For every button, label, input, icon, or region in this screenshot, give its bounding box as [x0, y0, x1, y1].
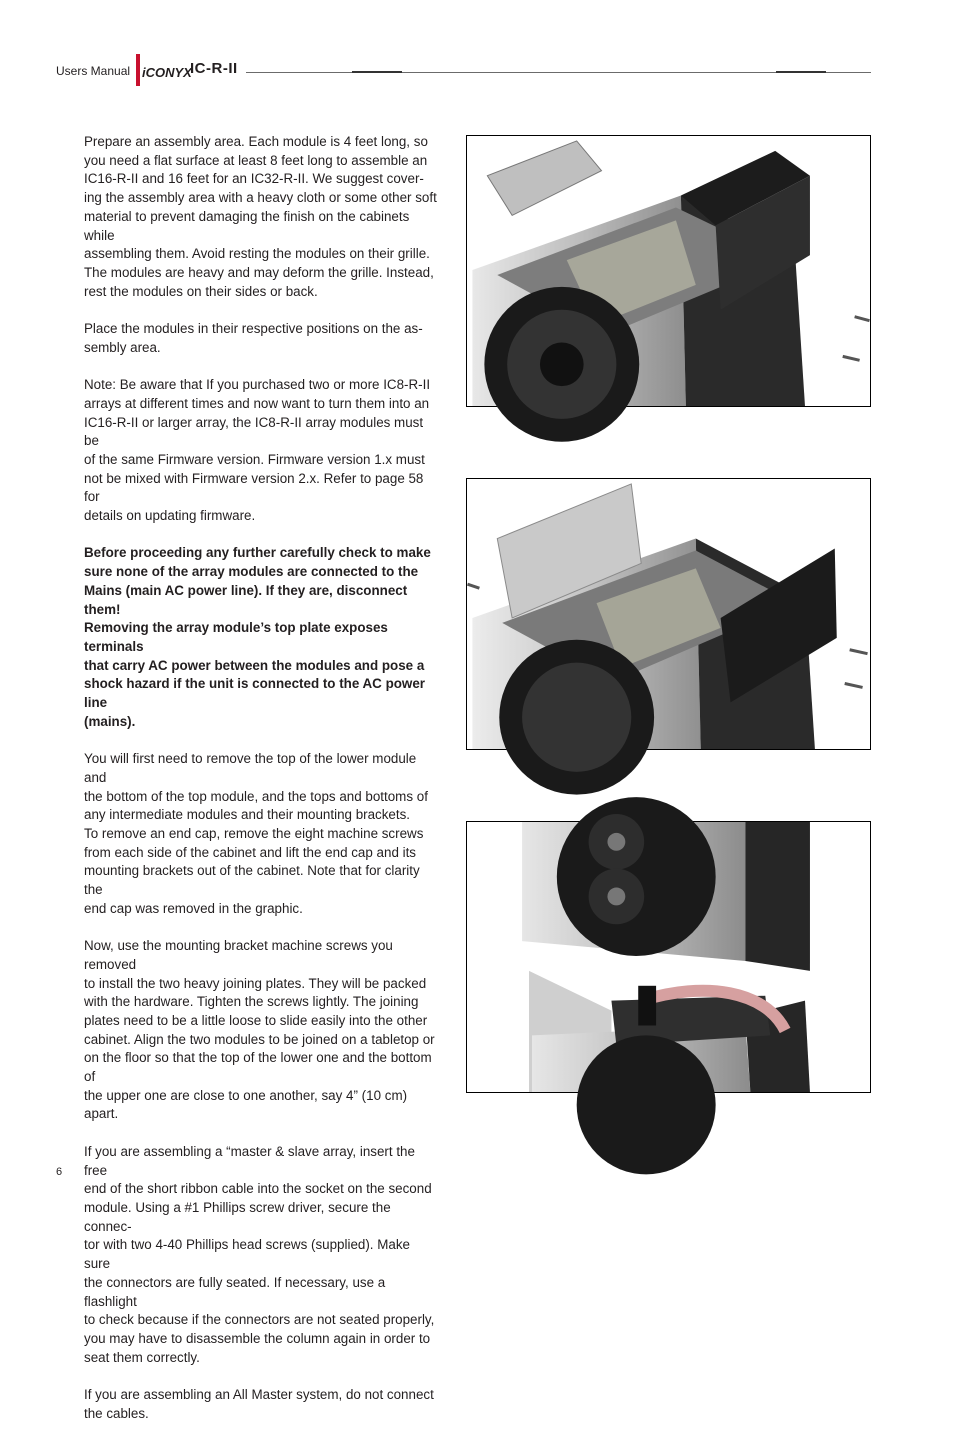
figure-joining-plates-installed — [466, 478, 871, 750]
paragraph-remove-end-cap: You will first need to remove the top of the lower module and the bottom of the top module, and the tops and bottoms of any intermediate modules and their mounting brackets. To remove an end cap, remove the eight machine screws from each side of the cabinet and lift the end cap and its mounting brackets out of the cabinet. Note that for clarity the end cap was removed in the graphic. — [84, 751, 428, 916]
header-rule — [246, 72, 871, 73]
page-number: 6 — [56, 1166, 63, 1178]
iconyx-logo — [136, 54, 192, 86]
header-manual-label: Users Manual — [56, 64, 131, 78]
paragraph-ribbon-cable: If you are assembling a “master & slave array, insert the free end of the short ribbon cable into the socket on the second module. Using a #1 Phillips screw driver, secure the connec- tor with two 4-40 Phillips head screws (supplied). Make sure the connectors are fully seated. If necessary, use a flashlight to check because if the connectors are not seated properly, you may have to disassemble the column again in order to seat them correctly. — [84, 1143, 435, 1365]
paragraph-place-modules: Place the modules in their respective positions on the as- sembly area. — [84, 321, 423, 355]
instructions-column — [84, 133, 439, 1442]
paragraph-assembly-area: Prepare an assembly area. Each module is 4 feet long, so you need a flat surface at least 8 feet long to assemble an IC16-R-II and 16 feet for an IC32-R-II. We suggest cover- ing the assembly area with a heavy cloth or some other soft material to prevent damaging the finish on the cabinets while assembling them. Avoid resting the modules on their grille. The modules are heavy and may deform the grille. Instead, rest the modules on their sides or back. — [84, 134, 437, 299]
figure-end-cap-removed — [466, 135, 871, 407]
paragraph-mains-warning: Before proceeding any further carefully check to make sure none of the array modules are connected to the Mains (main AC power line). If they are, disconnect them! Removing the array module’s top plate exposes terminals that carry AC power between the modules and pose a shock hazard if the unit is connected to the AC power line (mains). — [84, 545, 431, 729]
figure-modules-aligned — [466, 821, 871, 1093]
model-name: IC-R-II — [190, 60, 238, 77]
paragraph-firmware-note: Note: Be aware that If you purchased two or more IC8-R-II arrays at different times and now want to turn them into an IC16-R-II or larger array, the IC8-R-II array modules must be of the same Firmware version. Firmware version 1.x must not be mixed with Firmware version 2.x. Refer to page 58 for details on updating firmware. — [84, 377, 431, 524]
svg-text:iCONYX: iCONYX — [142, 65, 192, 80]
paragraph-joining-plates: Now, use the mounting bracket machine screws you removed to install the two heavy joining plates. They will be packed with the hardware. Tighten the screws lightly. The joining plates need to be a little loose to slide easily into the other cabinet. Align the two modules to be joined on a tabletop or on the floor so that the top of the lower one and the bottom of the upper one are close to one another, say 4” (10 cm) apart. — [84, 938, 435, 1122]
paragraph-all-master: If you are assembling an All Master system, do not connect the cables. — [84, 1387, 434, 1421]
